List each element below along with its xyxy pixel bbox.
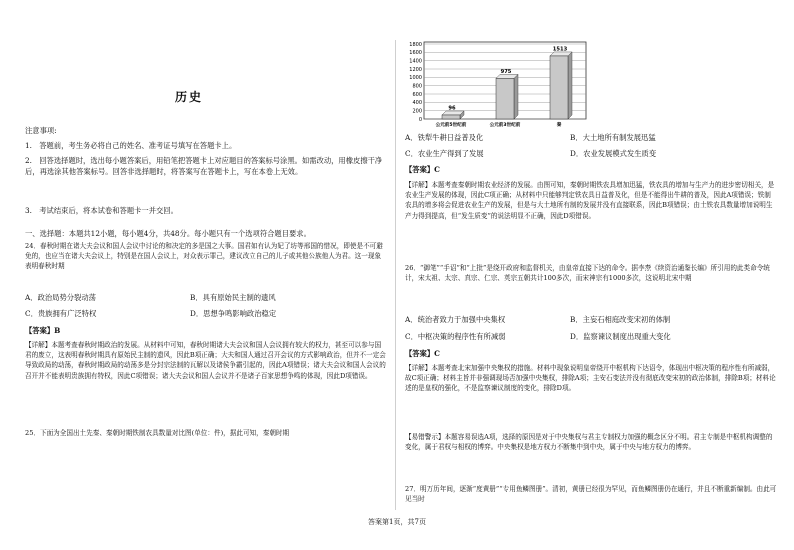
y-tick-label: 1200 bbox=[409, 66, 422, 73]
q26-option-b: B．主妄石相庭改变宋初的体制 bbox=[570, 315, 671, 324]
y-tick-label: 400 bbox=[412, 100, 422, 107]
y-tick-label: 0 bbox=[418, 116, 422, 123]
q25-option-b: B．大土地所有制发展迅猛 bbox=[570, 133, 656, 142]
bar-side bbox=[514, 74, 518, 119]
bar-side bbox=[568, 52, 572, 119]
notice-item: 1. 答题前，考生务必将自己的姓名、准考证号填写在答题卡上。 bbox=[25, 141, 237, 150]
q26-analysis: 【详解】本题考查北宋加强中央集权的措施。材料中现象说明皇帝绕开中枢机构下达诏令，体现出中枢决策的程序性有所减弱，故C项正确；材料主旨并非强调现场否加强中央集权，排除A项；主安石变法并没有彻底改变宋初的政治体制，排除B项；材料论述的是皇权的强化，不是监察谏议制度的变化，排除D项。 bbox=[405, 364, 776, 393]
question-26-stem: 26．“御笔”“手诏”和“上批”是绕开政府和监督机关，由皇帝直接下达的命令。据李焘《续资治通鉴长编》所引用的此类命令统计，宋太祖、太宗、真宗、仁宗、英宗五朝共计100多次，而宋神宗有1000多次，这说明北宋中期 bbox=[405, 264, 770, 283]
bar bbox=[550, 56, 568, 119]
chart-x-axis bbox=[436, 121, 562, 128]
bar-data-label: 96 bbox=[448, 105, 456, 112]
q24-option-a: A．政治局势分裂动荡 bbox=[25, 293, 96, 302]
q26-option-d: D．监察谏议制度出现重大变化 bbox=[570, 332, 671, 341]
bar bbox=[496, 78, 514, 119]
section-heading: 一、选择题：本题共12小题，每小题4分，共48分。每小题只有一个选项符合题目要求。 bbox=[25, 229, 311, 238]
y-tick-label: 800 bbox=[412, 83, 422, 90]
bar bbox=[442, 115, 460, 119]
q26-answer: 【答案】C bbox=[405, 349, 440, 358]
question-27-stem: 27．明万历年间，逐渐“度黄册”“专用鱼鳞图册”。清初，黄册已经很为罕见，而鱼鳞图册仍在通行，并且不断重新编制。由此可见当时 bbox=[405, 485, 777, 504]
q24-option-d: D．思想争鸣影响政治稳定 bbox=[190, 309, 277, 318]
y-tick-label: 1600 bbox=[409, 50, 422, 57]
y-tick-label: 600 bbox=[412, 91, 422, 98]
x-category-label: 秦 bbox=[556, 123, 562, 128]
notice-heading: 注意事项: bbox=[25, 126, 57, 135]
q26-option-c: C．中枢决策的程序性有所减弱 bbox=[405, 332, 506, 341]
q25-answer: 【答案】C bbox=[405, 165, 440, 174]
y-tick-label: 1800 bbox=[409, 41, 422, 48]
q26-option-a: A．统治者致力于加强中央集权 bbox=[405, 315, 506, 324]
y-tick-label: 1000 bbox=[409, 75, 422, 82]
q25-option-d: D．农业发展模式发生质变 bbox=[570, 149, 657, 158]
q25-option-c: C．农业生产得到了发展 bbox=[405, 149, 484, 158]
bar-top bbox=[442, 111, 464, 115]
q24-answer: 【答案】B bbox=[25, 326, 61, 335]
bar-data-label: 975 bbox=[500, 68, 512, 75]
q24-option-c: C．贵族拥有广泛特权 bbox=[25, 309, 97, 318]
y-tick-label: 200 bbox=[412, 108, 422, 115]
x-category-label: 公元前5世纪前 bbox=[435, 123, 467, 128]
x-category-label: 公元前3世纪前 bbox=[489, 123, 521, 128]
page-title: 历史 bbox=[175, 90, 204, 104]
bar-data-label: 1513 bbox=[552, 46, 568, 53]
y-tick-label: 1400 bbox=[409, 58, 422, 65]
q24-option-b: B．具有原始民主制的遗风 bbox=[190, 293, 276, 302]
question-25-stem: 25．下面为全国出土先秦、秦朝时期铁制农具数量对比图(单位：件)，据此可知，秦朝时期 bbox=[25, 429, 290, 437]
iron-tools-bar-chart bbox=[402, 40, 592, 130]
bar-top bbox=[496, 74, 518, 78]
column-divider bbox=[395, 40, 396, 510]
notice-item: 2. 回答选择题时，选出每小题答案后，用铅笔把答题卡上对应题目的答案标号涂黑。如需改动，用橡皮擦干净后，再选涂其他答案标号。回答非选择题时，将答案写在答题卡上，写在本卷上无效。 bbox=[25, 156, 383, 176]
error-tip: 【易错警示】本题容易误选A项，选择的原因是对于中央集权与君主专制权力加强的概念区分不明。君主专制是中枢机构调整的变化，属于君权与相权的博弈。中央集权是地方权力不断集中到中央，属于中央与地方权力的博弈。 bbox=[405, 433, 773, 452]
q25-option-a: A．铁犁牛耕日益普及化 bbox=[405, 133, 484, 142]
chart-y-axis bbox=[409, 42, 422, 123]
q25-analysis: 【详解】本题考查秦朝时期农业经济的发展。由图可知，秦朝时期铁农具增加迅猛，铁农具的增加与生产力的进步密切相关，是农业生产发展的体现，因此C项正确；从材料中只能够判定铁农具日益普及化，但是不能得出牛耕的普及，因此A项错误；铁制农具的增多将会促进农业生产的发展，但是与大土地所有制的发展并没有直接联系，因此B项错误；由土铁农具数量增加说明生产力得到提高，但“发生质变”的说法明显不正确，因此D项错误。 bbox=[405, 181, 775, 220]
page-footer: 答案第1页，共7页 bbox=[368, 518, 426, 526]
notice-item: 3. 考试结束后，将本试卷和答题卡一并交回。 bbox=[25, 206, 178, 215]
q24-analysis: 【详解】本题考查春秋时期政治的发展。从材料中可知，春秋时期诸大夫会议和国人会议拥有较大的权力，甚至可以参与国君的废立，这表明春秋时期具有原始民主制的遗风，因此B项正确；大夫和国人通过召开会议的方式影响政治，但并不一定会导致政局的动荡，春秋时期政局的动荡多是分封宗法制的瓦解以及诸侯争霸引起的，因此A项错误；诸大夫会议和国人会议的召开并不能表明贵族拥有特权，因此C项错误；诸大夫会议和国人会议并不是诸子百家思想争鸣的体现，因此D项错误。 bbox=[25, 341, 386, 380]
question-24-stem: 24．春秋时期在诸大夫会议和国人会议中讨论的和决定的多是国之大事。国君如有认为妃了坊等邢国的惜况，即使是不可避免的，也应当在诸大夫会议上，特别是在国人会议上，对众表示罪己，建议改立自己的儿子或其他公族他人为君。这一现象表明春秋时期 bbox=[25, 242, 383, 271]
chart-bars bbox=[442, 46, 572, 119]
bar-top bbox=[550, 52, 572, 56]
